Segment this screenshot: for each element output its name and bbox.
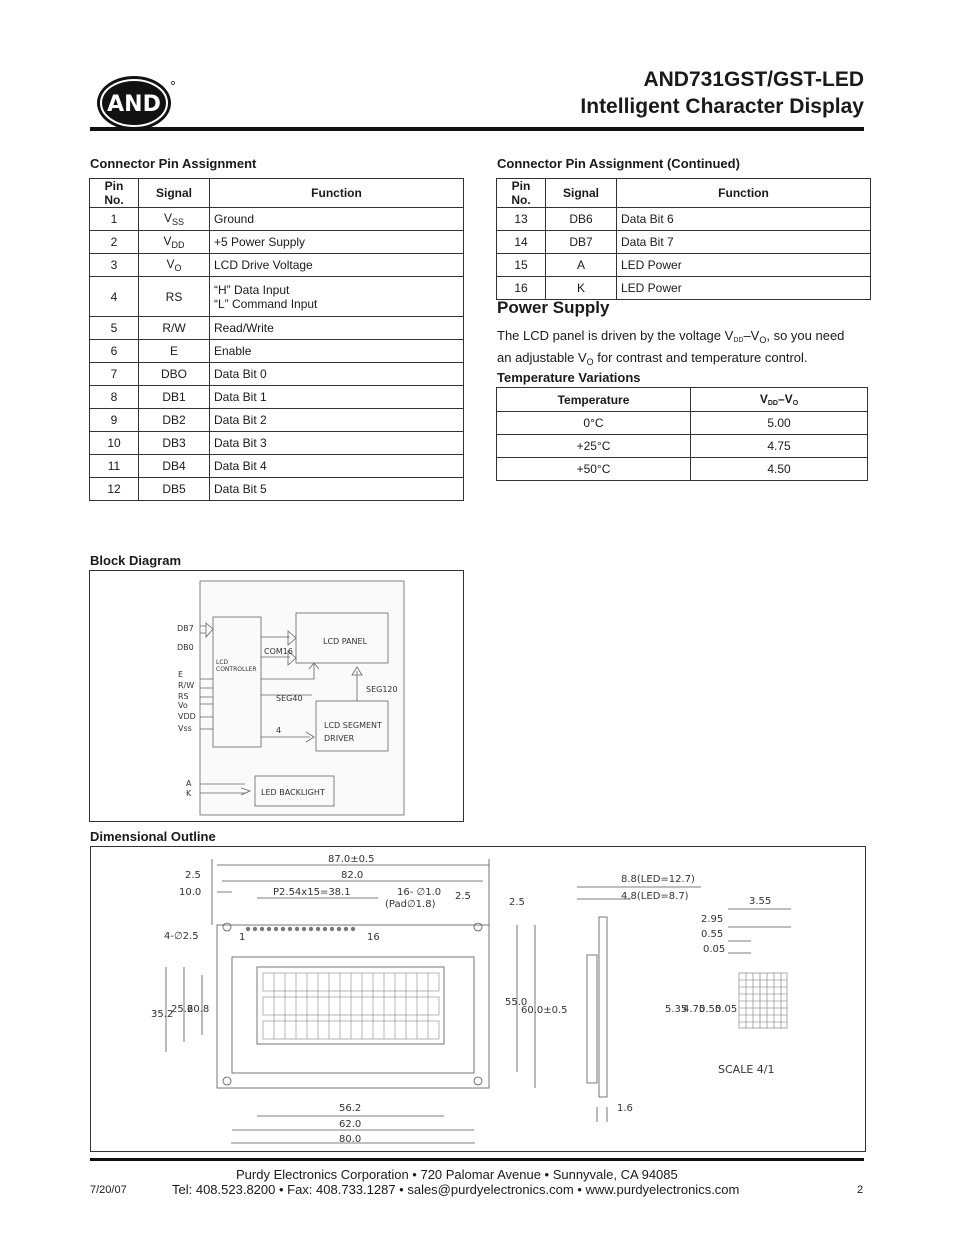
function-text: Data Bit 3 [214, 436, 267, 450]
table-row [90, 386, 464, 409]
dim-2-95: 2.95 [701, 914, 724, 925]
col-voltage [691, 388, 868, 412]
pin-cell: 11 [90, 455, 139, 478]
function-text: Enable [214, 344, 252, 358]
signal-text: DB3 [162, 436, 186, 450]
character-grid [263, 973, 439, 1039]
bd-vss: Vss [178, 724, 192, 733]
dim-2-5a: 2.5 [185, 870, 201, 881]
footer-date: 7/20/07 [90, 1184, 127, 1196]
signal-cell [139, 386, 210, 409]
bd-four: 4 [276, 726, 282, 735]
footer-page-number: 2 [857, 1184, 864, 1196]
bd-rw: R/W [178, 681, 195, 690]
dim-0-55b: 0.55 [699, 1004, 722, 1015]
table-row [90, 254, 464, 277]
col-voltage-dd: DD [767, 400, 778, 407]
document-subtitle: Intelligent Character Display [580, 95, 864, 118]
bd-vo: Vo [178, 701, 188, 710]
bd-controller: CONTROLLER [216, 666, 257, 673]
function-text: Data Bit 6 [621, 212, 674, 226]
function-text: Read/Write [214, 321, 274, 335]
dim-87: 87.0±0.5 [328, 854, 375, 865]
signal-cell [546, 277, 617, 300]
function-text-2: “L” Command Input [214, 296, 318, 311]
signal-cell [546, 231, 617, 254]
signal-cell [139, 455, 210, 478]
bd-k: K [186, 789, 192, 798]
dim-35-2: 35.2 [151, 1009, 174, 1020]
dim-60: 60.0±0.5 [521, 1005, 568, 1016]
dim-0-05b: 0.05 [715, 1004, 738, 1015]
pin-cell: 14 [497, 231, 546, 254]
table-row [90, 231, 464, 254]
voltage-cell: 5.00 [691, 412, 868, 435]
dim-pad: (Pad∅1.8) [385, 899, 436, 910]
dot-matrix-detail [739, 973, 787, 1028]
dim-20-8: 20.8 [187, 1004, 210, 1015]
dim-led-12-7: 8.8(LED=12.7) [621, 874, 695, 885]
signal-cell [546, 254, 617, 277]
signal-text: RS [165, 289, 183, 304]
pin-cell: 13 [497, 208, 546, 231]
footer-contact: Tel: 408.523.8200 • Fax: 408.733.1287 • sales@purdyelectronics.com • www.purdyelectronics.com [172, 1182, 740, 1197]
signal-subscript: DD [171, 240, 185, 250]
col-voltage-o: O [792, 400, 799, 407]
function-cell [210, 455, 464, 478]
pin-cell: 15 [497, 254, 546, 277]
function-cell [210, 386, 464, 409]
signal-cell [139, 432, 210, 455]
function-cell [210, 208, 464, 231]
signal-text: A [576, 258, 585, 272]
dim-80: 80.0 [339, 1134, 362, 1145]
dim-62: 62.0 [339, 1119, 362, 1130]
signal-cell [139, 340, 210, 363]
signal-text: V [163, 211, 172, 225]
table-row [90, 363, 464, 386]
table-row [90, 208, 464, 231]
pin-cell: 4 [90, 277, 139, 317]
bd-db7: DB7 [177, 624, 194, 633]
table-row [90, 277, 464, 317]
block-diagram-svg [90, 571, 463, 821]
pin-table [89, 178, 464, 501]
dim-3-55: 3.55 [749, 896, 772, 907]
dim-0-05a: 0.05 [703, 944, 726, 955]
function-cell [210, 340, 464, 363]
document-title: AND731GST/GST-LED [643, 68, 864, 91]
dim-1-6: 1.6 [617, 1103, 633, 1114]
signal-cell [139, 363, 210, 386]
signal-cell [139, 254, 210, 277]
signal-cell [546, 208, 617, 231]
power-sub-dd: DD [733, 337, 744, 344]
footer-rule [90, 1158, 864, 1161]
power-sub-o: O [759, 335, 767, 345]
connector-pads [246, 927, 355, 931]
signal-text: V [166, 257, 175, 271]
function-text: Data Bit 0 [214, 367, 267, 381]
function-cell [210, 432, 464, 455]
table-row [497, 458, 868, 481]
col-pin: Pin No. [497, 179, 546, 208]
signal-cell [139, 208, 210, 231]
dim-10: 10.0 [179, 887, 202, 898]
pin-cell: 8 [90, 386, 139, 409]
temperature-table [496, 387, 868, 481]
power-paragraph [497, 327, 877, 371]
pin-cell: 9 [90, 409, 139, 432]
pin-table-continued [496, 178, 871, 300]
signal-text: E [169, 344, 178, 358]
table-row [497, 435, 868, 458]
function-text: LED Power [621, 258, 682, 272]
bd-seg-driver1: LCD SEGMENT [324, 721, 382, 730]
signal-text: DB6 [569, 212, 593, 226]
dim-holes: 16- ∅1.0 [397, 887, 442, 898]
bd-db0: DB0 [177, 643, 194, 652]
signal-text: V [163, 234, 172, 248]
bd-backlight: LED BACKLIGHT [261, 788, 325, 797]
col-signal: Signal [546, 179, 617, 208]
function-cell [210, 363, 464, 386]
signal-cell [139, 409, 210, 432]
voltage-cell: 4.75 [691, 435, 868, 458]
table-row [90, 432, 464, 455]
bd-rs: RS [178, 692, 189, 701]
block-diagram-heading: Block Diagram [90, 553, 182, 568]
function-text: Data Bit 7 [621, 235, 674, 249]
pin-cell: 10 [90, 432, 139, 455]
temp-heading: Temperature Variations [497, 370, 641, 385]
bd-vdd: VDD [178, 712, 196, 721]
power-text-4: an adjustable V [497, 350, 587, 365]
temperature-cell: 0°C [497, 412, 691, 435]
signal-text: DB1 [162, 390, 186, 404]
bd-seg-driver2: DRIVER [324, 734, 355, 743]
signal-text: DBO [160, 367, 187, 381]
signal-cell [139, 277, 210, 317]
pin-table-heading: Connector Pin Assignment [90, 156, 257, 171]
col-signal: Signal [139, 179, 210, 208]
pin-cell: 12 [90, 478, 139, 501]
dim-56-2: 56.2 [339, 1103, 362, 1114]
signal-text: DB7 [569, 235, 593, 249]
dim-55: 55.0 [505, 997, 528, 1008]
function-text: “H” Data Input [214, 282, 290, 297]
signal-cell [139, 231, 210, 254]
table-row [90, 455, 464, 478]
function-cell [617, 231, 871, 254]
dim-5-35: 5.35 [665, 1004, 688, 1015]
col-function: Function [617, 179, 871, 208]
bd-lcd: LCD [216, 659, 229, 666]
function-cell [617, 254, 871, 277]
table-row [497, 412, 868, 435]
dim-scale: SCALE 4/1 [718, 1063, 775, 1076]
dim-pin1: 1 [239, 932, 246, 943]
function-text: Ground [214, 212, 255, 226]
logo-text: AND [107, 92, 161, 117]
pin-cell: 16 [497, 277, 546, 300]
bd-com16: COM16 [264, 647, 293, 656]
function-cell [210, 231, 464, 254]
pin-cell: 7 [90, 363, 139, 386]
function-text: Data Bit 4 [214, 459, 267, 473]
function-text: LED Power [621, 281, 682, 295]
company-logo [96, 75, 176, 131]
col-voltage-dash: –V [778, 392, 793, 406]
power-text-2: –V [743, 328, 760, 343]
function-cell [210, 478, 464, 501]
dim-0-55a: 0.55 [701, 929, 724, 940]
dim-4-75: 4.75 [683, 1004, 706, 1015]
header-rule [90, 127, 864, 131]
bd-a: A [186, 779, 192, 788]
signal-cell [139, 317, 210, 340]
table-row [497, 208, 871, 231]
dim-25-6: 25.6 [171, 1004, 194, 1015]
power-sub-o2: O [586, 357, 594, 367]
pin-cell: 6 [90, 340, 139, 363]
table-row [497, 231, 871, 254]
bd-seg40: SEG40 [276, 694, 303, 703]
dimensional-heading: Dimensional Outline [90, 829, 216, 844]
col-function: Function [210, 179, 464, 208]
signal-text: DB2 [162, 413, 186, 427]
bd-e: E [178, 670, 184, 679]
signal-cell [139, 478, 210, 501]
table-row [497, 277, 871, 300]
col-temperature: Temperature [497, 388, 691, 412]
function-text: Data Bit 5 [214, 482, 267, 496]
dim-pitch: P2.54x15=38.1 [273, 887, 351, 898]
function-cell [617, 277, 871, 300]
function-cell [210, 254, 464, 277]
signal-text: K [576, 281, 585, 295]
table-row [497, 254, 871, 277]
dim-mount: 4-∅2.5 [164, 931, 199, 942]
footer-company: Purdy Electronics Corporation • 720 Palomar Avenue • Sunnyvale, CA 94085 [236, 1167, 678, 1182]
dim-2-5b: 2.5 [455, 891, 471, 902]
dim-82: 82.0 [341, 870, 364, 881]
pin-table2-heading: Connector Pin Assignment (Continued) [497, 156, 740, 171]
function-text: Data Bit 1 [214, 390, 267, 404]
signal-subscript: SS [172, 217, 185, 227]
col-voltage-v: V [759, 392, 768, 406]
function-cell [210, 409, 464, 432]
signal-text: DB5 [162, 482, 186, 496]
pin-cell: 1 [90, 208, 139, 231]
function-text: +5 Power Supply [214, 235, 306, 249]
function-cell [210, 277, 464, 317]
dimensional-svg [91, 847, 865, 1151]
signal-subscript: O [174, 263, 182, 273]
bd-lcd-panel: LCD PANEL [323, 637, 368, 646]
table-row [90, 409, 464, 432]
power-heading: Power Supply [497, 298, 610, 317]
table-row [90, 478, 464, 501]
dim-led-8-7: 4.8(LED=8.7) [621, 891, 689, 902]
table-row [90, 317, 464, 340]
temperature-cell: +25°C [497, 435, 691, 458]
function-text: LCD Drive Voltage [214, 258, 313, 272]
function-text: Data Bit 2 [214, 413, 267, 427]
function-cell [617, 208, 871, 231]
pin-cell: 3 [90, 254, 139, 277]
signal-text: DB4 [162, 459, 186, 473]
dim-pin16: 16 [367, 932, 380, 943]
power-text-5: for contrast and temperature control. [593, 350, 808, 365]
block-diagram [89, 570, 464, 822]
temperature-cell: +50°C [497, 458, 691, 481]
pin-cell: 2 [90, 231, 139, 254]
signal-text: R/W [162, 321, 186, 335]
voltage-cell: 4.50 [691, 458, 868, 481]
dim-2-5c: 2.5 [509, 897, 525, 908]
bd-seg120: SEG120 [366, 685, 398, 694]
function-cell [210, 317, 464, 340]
pin-cell: 5 [90, 317, 139, 340]
table-row [90, 340, 464, 363]
col-pin: Pin No. [90, 179, 139, 208]
dimensional-outline [90, 846, 866, 1152]
power-text-1: The LCD panel is driven by the voltage V [497, 328, 734, 343]
power-text-3: , so you need [766, 328, 845, 343]
